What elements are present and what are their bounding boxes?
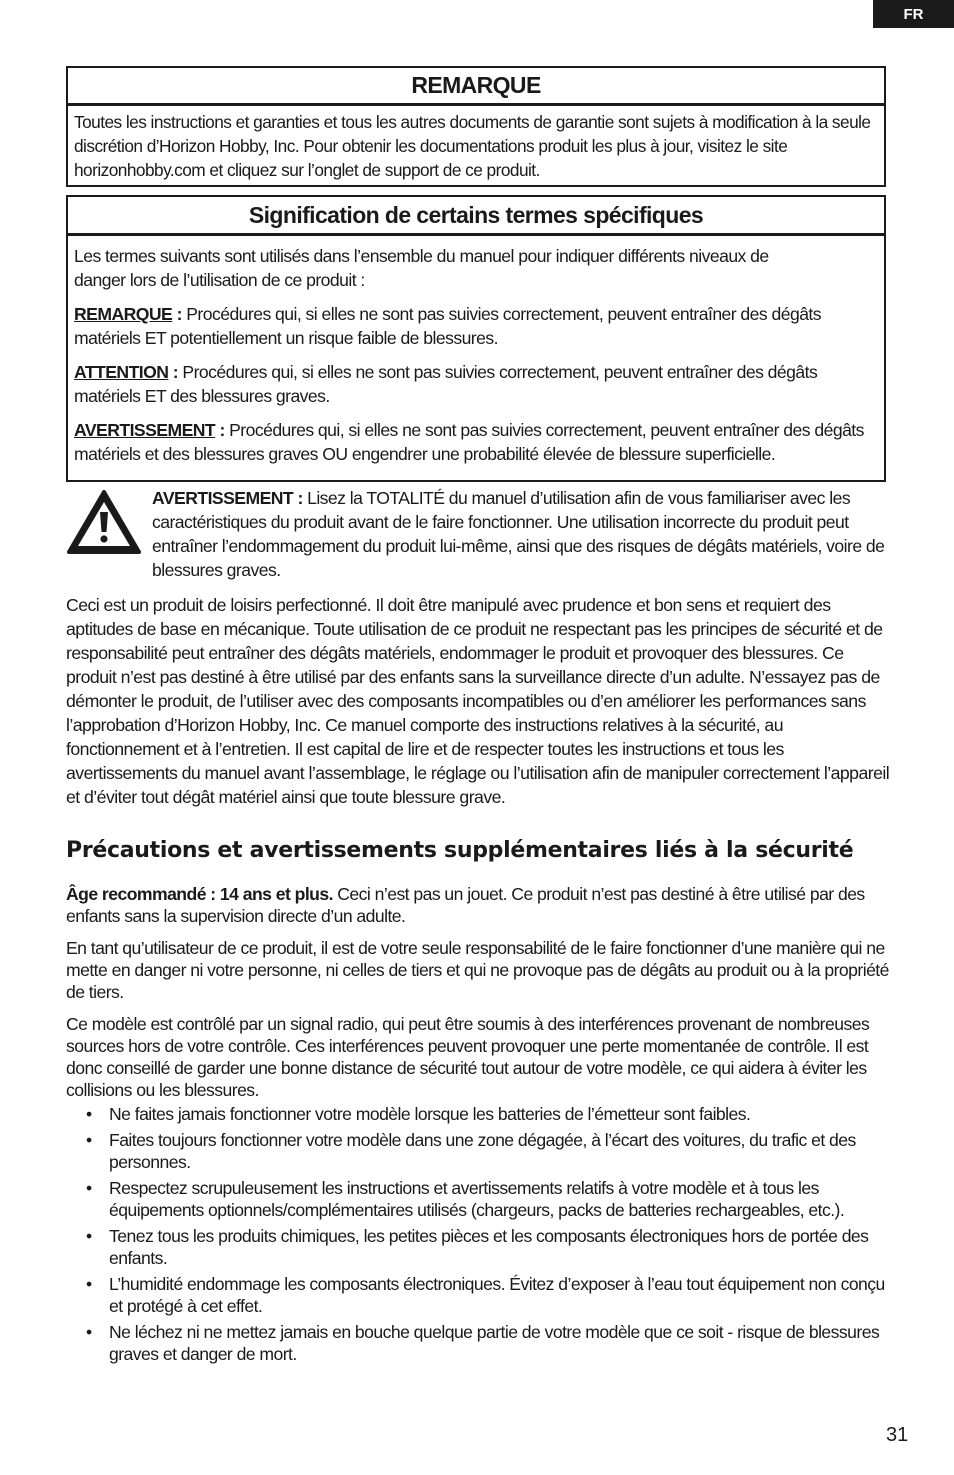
list-item: • L’humidité endommage les composants électroniques. Évitez d’exposer à l’eau tout équipement non conçu et protégé à cet effet. — [66, 1273, 892, 1317]
safety-section — [66, 883, 892, 1369]
remarque-box-title: REMARQUE — [68, 68, 884, 106]
age-paragraph — [66, 883, 892, 927]
terms-box-body — [68, 236, 884, 470]
warning-triangle-icon — [66, 488, 142, 556]
term-description: Procédures qui, si elles ne sont pas suivies correctement, peuvent entraîner des dégâts matériels et des blessures graves OU engendrer une probabilité élevée de blessure superficielle. — [74, 420, 864, 464]
term-separator: : — [172, 304, 187, 324]
warning-description: Lisez la TOTALITÉ du manuel d’utilisation afin de vous familiariser avec les caractéristiques du produit avant de le faire fonctionner. Une utilisation incorrecte du produit peut entraîner l’endommagement du produit lui-même, ainsi que des risques de dégâts matériels, voire de blessures graves. — [152, 488, 885, 580]
intro-paragraph: Ceci est un produit de loisirs perfectionné. Il doit être manipulé avec prudence et bon sens et requiert des aptitudes de base en mécanique. Toute utilisation de ce produit ne respectant pas les principes de sécurité et de responsabilité peut entraîner des dégâts matériels, endommager le produit et provoquer des blessures. Ce produit n’est pas destiné à être utilisé par des enfants sans la surveillance directe d’un adulte. N’essayez pas de démonter le produit, de l’utiliser avec des composants incompatibles ou d’en améliorer les performances sans l’approbation d’Horizon Hobby, Inc. Ce manuel comporte des instructions relatives à la sécurité, au fonctionnement et à l’entretien. Il est capital de lire et de respecter toutes les instructions et tous les avertissements du manuel avant l’assemblage, le réglage ou l’utilisation afin de manipuler correctement l’appareil et d’éviter tout dégât matériel ainsi que toute blessure grave. — [66, 595, 890, 807]
list-item: • Respectez scrupuleusement les instructions et avertissements relatifs à votre modèle et à tous les équipements optionnels/complémentaires utilisés (chargeurs, packs de batteries rechargeables, etc.). — [66, 1177, 892, 1221]
list-item: • Ne léchez ni ne mettez jamais en bouche quelque partie de votre modèle que ce soit - risque de blessures graves et danger de mort. — [66, 1321, 892, 1365]
term-label: REMARQUE — [74, 304, 173, 324]
list-item: • Tenez tous les produits chimiques, les petites pièces et les composants électroniques hors de portée des enfants. — [66, 1225, 892, 1269]
term-description: Procédures qui, si elles ne sont pas suivies correctement, peuvent entraîner des dégâts matériels ET des blessures graves. — [74, 362, 818, 406]
radio-paragraph: Ce modèle est contrôlé par un signal radio, qui peut être soumis à des interférences provenant de nombreuses sources hors de votre contrôle. Ces interférences peuvent provoquer une perte momentanée de contrôle. Il est donc conseillé de garder une bonne distance de sécurité tout autour de votre modèle, ce qui aidera à éviter les collisions ou les blessures. — [66, 1014, 870, 1100]
page-number: 31 — [886, 1424, 909, 1446]
term-attention — [74, 360, 880, 408]
terms-box — [66, 195, 886, 482]
warning-label: AVERTISSEMENT : — [152, 488, 308, 508]
safety-bullet-list — [66, 1103, 892, 1365]
terms-box-title: Signification de certains termes spécifiques — [68, 197, 884, 236]
remarque-box-body — [68, 106, 884, 186]
term-separator: : — [168, 362, 183, 382]
terms-intro: Les termes suivants sont utilisés dans l’ensemble du manuel pour indiquer différents niveaux de danger lors de l’utilisation de ce produit : — [74, 246, 769, 290]
term-label: AVERTISSEMENT — [74, 420, 216, 440]
term-label: ATTENTION — [74, 362, 169, 382]
list-item: • Faites toujours fonctionner votre modèle dans une zone dégagée, à l’écart des voitures, du trafic et des personnes. — [66, 1129, 892, 1173]
age-label: Âge recommandé : 14 ans et plus. — [66, 884, 333, 904]
age-text: Ceci n’est pas un jouet. Ce produit n’est pas destiné à être utilisé par des enfants sans la supervision directe d’un adulte. — [66, 884, 865, 926]
remarque-text: Toutes les instructions et garanties et tous les autres documents de garantie sont sujets à modification à la seule discrétion d’Horizon Hobby, Inc. Pour obtenir les documentations produit les plus à jour, visitez le site horizonhobby.com et cliquez sur l’onglet de support de ce produit. — [74, 112, 871, 180]
term-remarque — [74, 302, 880, 350]
safety-heading: Précautions et avertissements supplémentaires liés à la sécurité — [66, 838, 854, 863]
term-separator: : — [215, 420, 230, 440]
responsibility-paragraph: En tant qu’utilisateur de ce produit, il est de votre seule responsabilité de le faire fonctionner d’une manière qui ne mette en danger ni votre personne, ni celles de tiers et qui ne provoque pas de dégâts au produit ou à la propriété de tiers. — [66, 938, 889, 1002]
warning-text — [152, 486, 892, 582]
term-description: Procédures qui, si elles ne sont pas suivies correctement, peuvent entraîner des dégâts matériels ET potentiellement un risque faible de blessures. — [74, 304, 822, 348]
list-item: • Ne faites jamais fonctionner votre modèle lorsque les batteries de l’émetteur sont faibles. — [66, 1103, 892, 1125]
term-avertissement — [74, 418, 880, 466]
language-tab: FR — [873, 0, 954, 28]
remarque-box — [66, 66, 886, 187]
